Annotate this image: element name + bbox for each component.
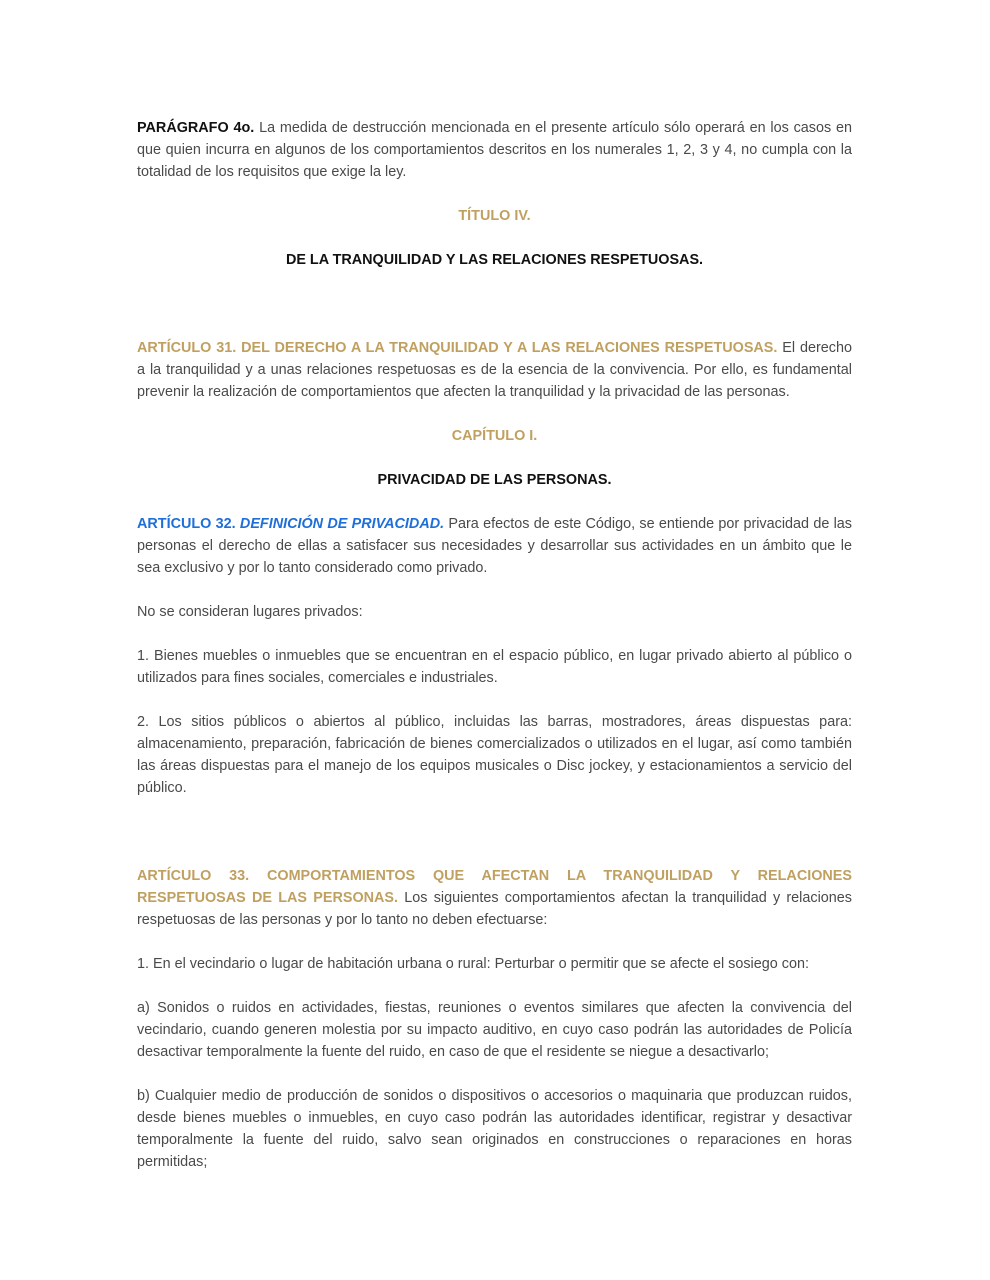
articulo-32-text: Para efectos de este Código, se entiende por privacidad de las personas el derecho de ellas a satisfacer sus necesidades y desarrollar sus actividades en un ámbito que le sea exclusivo y por lo tanto considerado como privado. bbox=[137, 516, 852, 576]
articulo-32-intro: No se consideran lugares privados: bbox=[137, 604, 363, 620]
articulo-33-item-a: a) Sonidos o ruidos en actividades, fiestas, reuniones o eventos similares que afecten la convivencia del vecindario, cuando generen molestia por su impacto auditivo, en cuyo caso podrán las autoridades de Policía desactivar temporalmente la fuente del ruido, en caso de que el residente se niegue a desactivarlo; bbox=[137, 1000, 852, 1060]
articulo-33-label: ARTÍCULO 33. COMPORTAMIENTOS QUE AFECTAN LA TRANQUILIDAD Y RELACIONES RESPETUOSAS DE LAS PERSONAS. bbox=[137, 868, 852, 906]
articulo-33-text: Los siguientes comportamientos afectan la tranquilidad y relaciones respetuosas de las personas y por lo tanto no deben efectuarse: bbox=[137, 890, 852, 928]
capitulo-subheading: PRIVACIDAD DE LAS PERSONAS. bbox=[377, 472, 612, 488]
paragrafo-4o bbox=[137, 117, 852, 183]
articulo-31 bbox=[137, 337, 852, 403]
capitulo-heading: CAPÍTULO I. bbox=[451, 428, 538, 444]
articulo-33-item-b: b) Cualquier medio de producción de sonidos o dispositivos o accesorios o maquinaria que produzcan ruidos, desde bienes muebles o inmuebles, en cuyo caso podrán las autoridades identificar, registrar y desactivar temporalmente la fuente del ruido, salvo sean originados en construcciones o reparaciones en horas permitidas; bbox=[137, 1088, 852, 1170]
articulo-32 bbox=[137, 513, 852, 579]
titulo-subheading: DE LA TRANQUILIDAD Y LAS RELACIONES RESPETUOSAS. bbox=[285, 252, 704, 268]
articulo-32-title: DEFINICIÓN DE PRIVACIDAD. bbox=[239, 516, 445, 532]
paragrafo-4o-text: La medida de destrucción mencionada en el presente artículo sólo operará en los casos en que quien incurra en algunos de los comportamientos descritos en los numerales 1, 2, 3 y 4, no cumpla con la totalidad de los requisitos que exige la ley. bbox=[137, 120, 852, 180]
articulo-31-label: ARTÍCULO 31. DEL DERECHO A LA TRANQUILIDAD Y A LAS RELACIONES RESPETUOSAS. bbox=[137, 340, 778, 356]
articulo-31-text: El derecho a la tranquilidad y a unas relaciones respetuosas es de la esencia de la convivencia. Por ello, es fundamental prevenir la realización de comportamientos que afecten la tranquilidad y la privacidad de las personas. bbox=[137, 340, 852, 400]
articulo-32-item-2: 2. Los sitios públicos o abiertos al público, incluidas las barras, mostradores, áreas dispuestas para: almacenamiento, preparación, fabricación de bienes comercializados o utilizados en el lugar, así como también las áreas dispuestas para el manejo de los equipos musicales o Disc jockey, y estacionamientos a servicio del público. bbox=[137, 714, 852, 796]
paragrafo-4o-label: PARÁGRAFO 4o. bbox=[137, 120, 255, 136]
articulo-32-item-1: 1. Bienes muebles o inmuebles que se encuentran en el espacio público, en lugar privado abierto al público o utilizados para fines sociales, comerciales e industriales. bbox=[137, 648, 852, 686]
titulo-heading: TÍTULO IV. bbox=[458, 208, 531, 224]
document-body bbox=[137, 117, 852, 1173]
articulo-33 bbox=[137, 865, 852, 931]
articulo-33-item-1: 1. En el vecindario o lugar de habitación urbana o rural: Perturbar o permitir que se afecte el sosiego con: bbox=[137, 956, 809, 972]
articulo-32-label: ARTÍCULO 32. bbox=[137, 516, 236, 532]
